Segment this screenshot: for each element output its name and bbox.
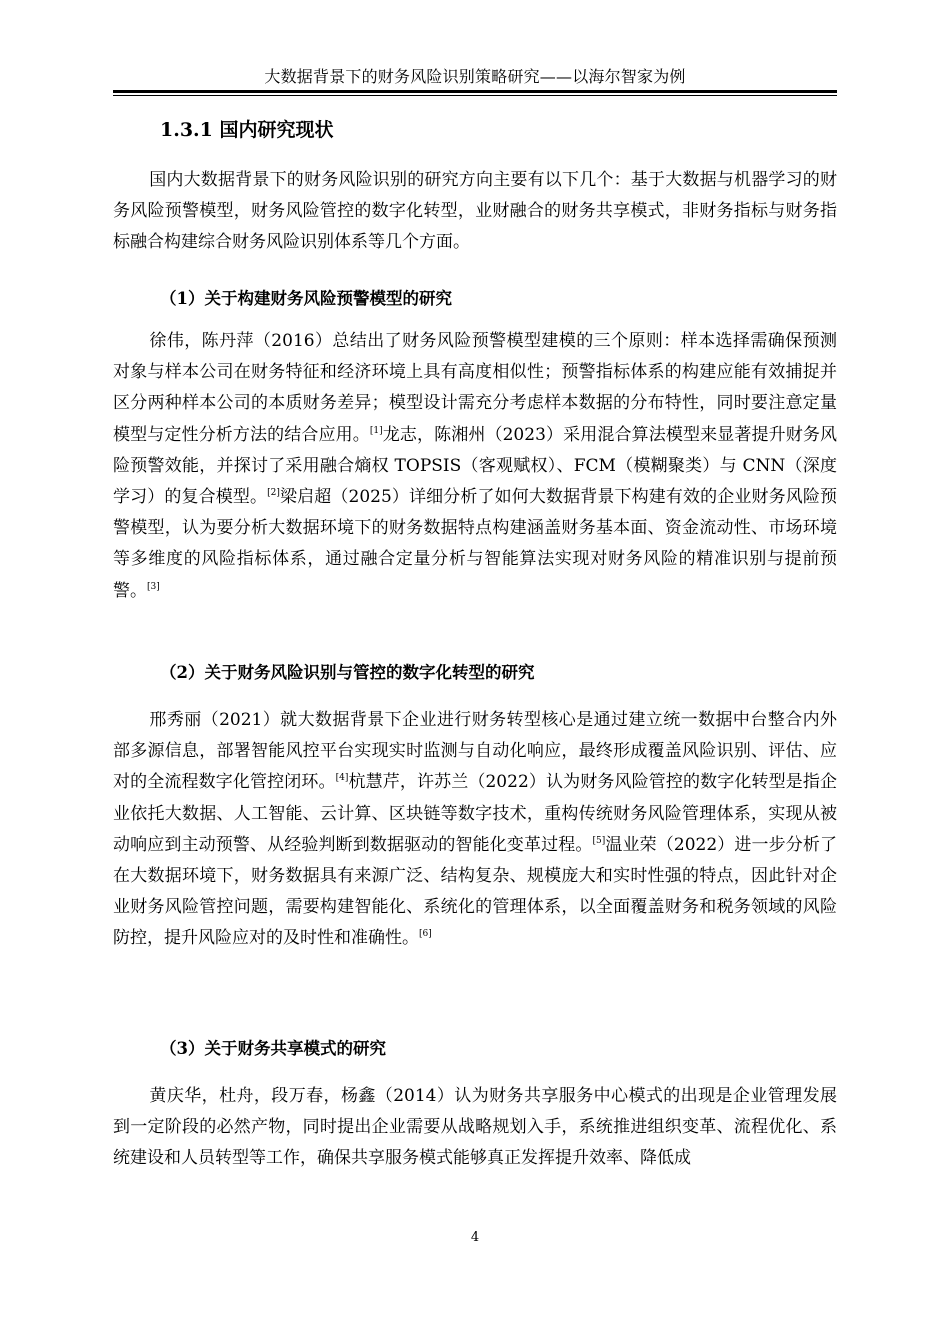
citation-ref: [2] — [267, 488, 280, 499]
subsection-2-text-c: 温业荣（2022）进一步分析了在大数据环境下，财务数据具有来源广泛、结构复杂、规模庞大和实时性强的特点，因此针对企业财务风险管控问题，需要构建智能化、系统化的管理体系，以全面覆盖财务和税务领域的风险防控，提升风险应对的及时性和准确性。 — [113, 834, 838, 949]
subsection-2-heading: （2）关于财务风险识别与管控的数字化转型的研究 — [160, 663, 535, 682]
citation-ref: [6] — [419, 929, 432, 940]
subsection-1-text-c: 梁启超（2025）详细分析了如何大数据背景下构建有效的企业财务风险预警模型，认为要分析大数据环境下的财务数据特点构建涵盖财务基本面、资金流动性、市场环境等多维度的风险指标体系，通过融合定量分析与智能算法实现对财务风险的精准识别与提前预警。 — [113, 487, 838, 601]
subsection-1-paragraph — [113, 326, 837, 607]
subsection-2-paragraph — [113, 705, 837, 955]
subsection-1-text-b: 龙志，陈湘州（2023）采用混合算法模型来显著提升财务风险预警效能，并探讨了采用融合熵权 TOPSIS（客观赋权）、FCM（模糊聚类）与 CNN（深度学习）的复合模型。 — [113, 424, 838, 508]
citation-ref: [1] — [369, 425, 383, 436]
subsection-3-heading: （3）关于财务共享模式的研究 — [160, 1039, 386, 1058]
header-rule-thin — [113, 95, 837, 96]
subsection-1-heading: （1）关于构建财务风险预警模型的研究 — [160, 289, 452, 308]
section-heading: 1.3.1 国内研究现状 — [160, 119, 334, 141]
subsection-3-paragraph — [113, 1081, 837, 1175]
subsection-2-text-a: 邢秀丽（2021）就大数据背景下企业进行财务转型核心是通过建立统一数据中台整合内外部多源信息，部署智能风控平台实现实时监测与自动化响应，最终形成覆盖风险识别、评估、应对的全流程数字化管控闭环。 — [113, 710, 837, 793]
subsection-2-text-b: 杭慧芹，许苏兰（2022）认为财务风险管控的数字化转型是指企业依托大数据、人工智能、云计算、区块链等数字技术，重构传统财务风险管理体系，实现从被动响应到主动预警、从经验判断到数据驱动的智能化变革过程。 — [113, 772, 838, 855]
header-rule-thick — [113, 90, 837, 93]
citation-ref: [5] — [592, 835, 606, 846]
running-header: 大数据背景下的财务风险识别策略研究——以海尔智家为例 — [264, 67, 686, 86]
page-number: 4 — [470, 1230, 480, 1245]
subsection-1-text-a: 徐伟，陈丹萍（2016）总结出了财务风险预警模型建模的三个原则：样本选择需确保预测对象与样本公司在财务特征和经济环境上具有高度相似性；预警指标体系的构建应能有效捕捉并区分两种样本公司的本质财务差异；模型设计需充分考虑样本数据的分布特性，同时要注意定量模型与定性分析方法的结合应用。 — [113, 331, 837, 445]
citation-ref: [4] — [335, 773, 349, 784]
subsection-3-text: 黄庆华，杜舟，段万春，杨鑫（2014）认为财务共享服务中心模式的出现是企业管理发展到一定阶段的必然产物，同时提出企业需要从战略规划入手，系统推进组织变革、流程优化、系统建设和人员转型等工作，确保共享服务模式能够真正发挥提升效率、降低成 — [113, 1086, 837, 1169]
intro-text: 国内大数据背景下的财务风险识别的研究方向主要有以下几个：基于大数据与机器学习的财务风险预警模型，财务风险管控的数字化转型，业财融合的财务共享模式，非财务指标与财务指标融合构建综合财务风险识别体系等几个方面。 — [113, 170, 837, 253]
intro-paragraph — [113, 165, 837, 259]
citation-ref: [3] — [147, 581, 160, 592]
